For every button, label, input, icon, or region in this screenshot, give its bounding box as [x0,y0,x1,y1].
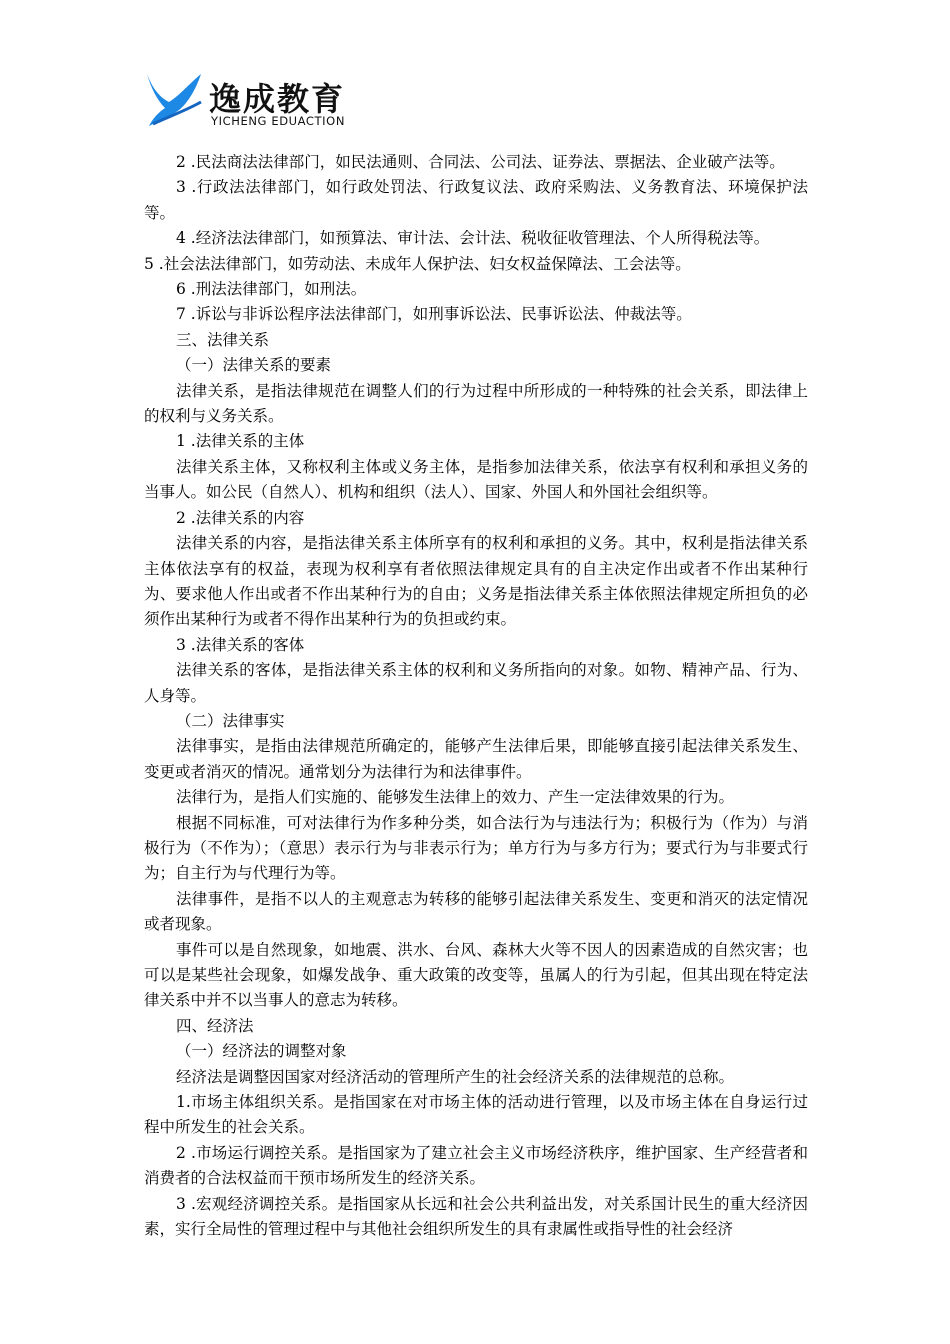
paragraph: 四、经济法 [176,1016,254,1035]
paragraph: 6 .刑法法律部门，如刑法。 [176,280,367,299]
paragraph: 1 .法律关系的主体 [176,432,305,451]
logo-mark-icon [143,68,205,130]
paragraph: 根据不同标准，可对法律行为作多种分类，如合法行为与违法行为；积极行为（作为）与消极行为（不作为）；（意思）表示行为与非表示行为；单方行为与多方行为；要式行为与非要式行为；自主行为与代理行为等。 [144,813,808,883]
paragraph: 法律关系的内容，是指法律关系主体所享有的权利和承担的义务。其中，权利是指法律关系主体依法享有的权益，表现为权利享有者依照法律规定具有的自主决定作出或者不作出某种行为、要求他人作出或者不作出某种行为的自由；义务是指法律关系主体依照法律规定所担负的必须作出某种行为或者不得作出某种行为的负担或约束。 [144,534,808,629]
paragraph: 7 .诉讼与非诉讼程序法法律部门，如刑事诉讼法、民事诉讼法、仲裁法等。 [176,305,692,324]
paragraph: 法律关系，是指法律规范在调整人们的行为过程中所形成的一种特殊的社会关系，即法律上的权利与义务关系。 [144,381,808,426]
paragraph: 法律关系的客体，是指法律关系主体的权利和义务所指向的对象。如物、精神产品、行为、人身等。 [144,661,808,705]
document-body [144,150,808,1242]
paragraph: 经济法是调整因国家对经济活动的管理所产生的社会经济关系的法律规范的总称。 [176,1067,735,1086]
paragraph: 2 .民法商法法律部门，如民法通则、合同法、公司法、证券法、票据法、企业破产法等。 [176,153,785,171]
paragraph: 事件可以是自然现象，如地震、洪水、台风、森林大火等不因人的因素造成的自然灾害；也可以是某些社会现象，如爆发战争、重大政策的改变等，虽属人的行为引起，但其出现在特定法律关系中并不以当事人的意志为转移。 [144,940,808,1010]
paragraph: 3 .法律关系的客体 [176,635,305,654]
paragraph: 法律事实，是指由法律规范所确定的，能够产生法律后果，即能够直接引起法律关系发生、变更或者消灭的情况。通常划分为法律行为和法律事件。 [144,737,808,781]
company-logo [143,68,356,130]
paragraph: 3 .行政法法律部门，如行政处罚法、行政复议法、政府采购法、义务教育法、环境保护法等。 [144,178,808,222]
logo-name-en: YICHENG EDUACTION [211,114,346,128]
paragraph: 2 .市场运行调控关系。是指国家为了建立社会主义市场经济秩序，维护国家、生产经营者和消费者的合法权益而干预市场所发生的经济关系。 [144,1143,808,1188]
paragraph: （二）法律事实 [176,711,285,730]
paragraph: 2 .法律关系的内容 [176,508,305,527]
paragraph: 3 .宏观经济调控关系。是指国家从长远和社会公共利益出发，对关系国计民生的重大经济因素，实行全局性的管理过程中与其他社会组织所发生的具有隶属性或指导性的社会经济 [144,1194,808,1239]
paragraph: （一）法律关系的要素 [176,356,332,375]
paragraph: 5 .社会法法律部门，如劳动法、未成年人保护法、妇女权益保障法、工会法等。 [144,254,691,273]
paragraph: 法律事件，是指不以人的主观意志为转移的能够引起法律关系发生、变更和消灭的法定情况或者现象。 [144,889,808,934]
paragraph: （一）经济法的调整对象 [176,1042,347,1061]
paragraph: 1.市场主体组织关系。是指国家在对市场主体的活动进行管理，以及市场主体在自身运行过程中所发生的社会关系。 [144,1093,808,1137]
paragraph: 三、法律关系 [176,330,270,349]
paragraph: 法律关系主体，又称权利主体或义务主体，是指参加法律关系，依法享有权利和承担义务的当事人。如公民（自然人）、机构和组织（法人）、国家、外国人和外国社会组织等。 [144,457,808,502]
logo-name-cn: 逸成教育 [209,80,346,118]
paragraph: 法律行为，是指人们实施的、能够发生法律上的效力、产生一定法律效果的行为。 [176,788,735,807]
paragraph: 4 .经济法法律部门，如预算法、审计法、会计法、税收征收管理法、个人所得税法等。 [176,229,770,248]
